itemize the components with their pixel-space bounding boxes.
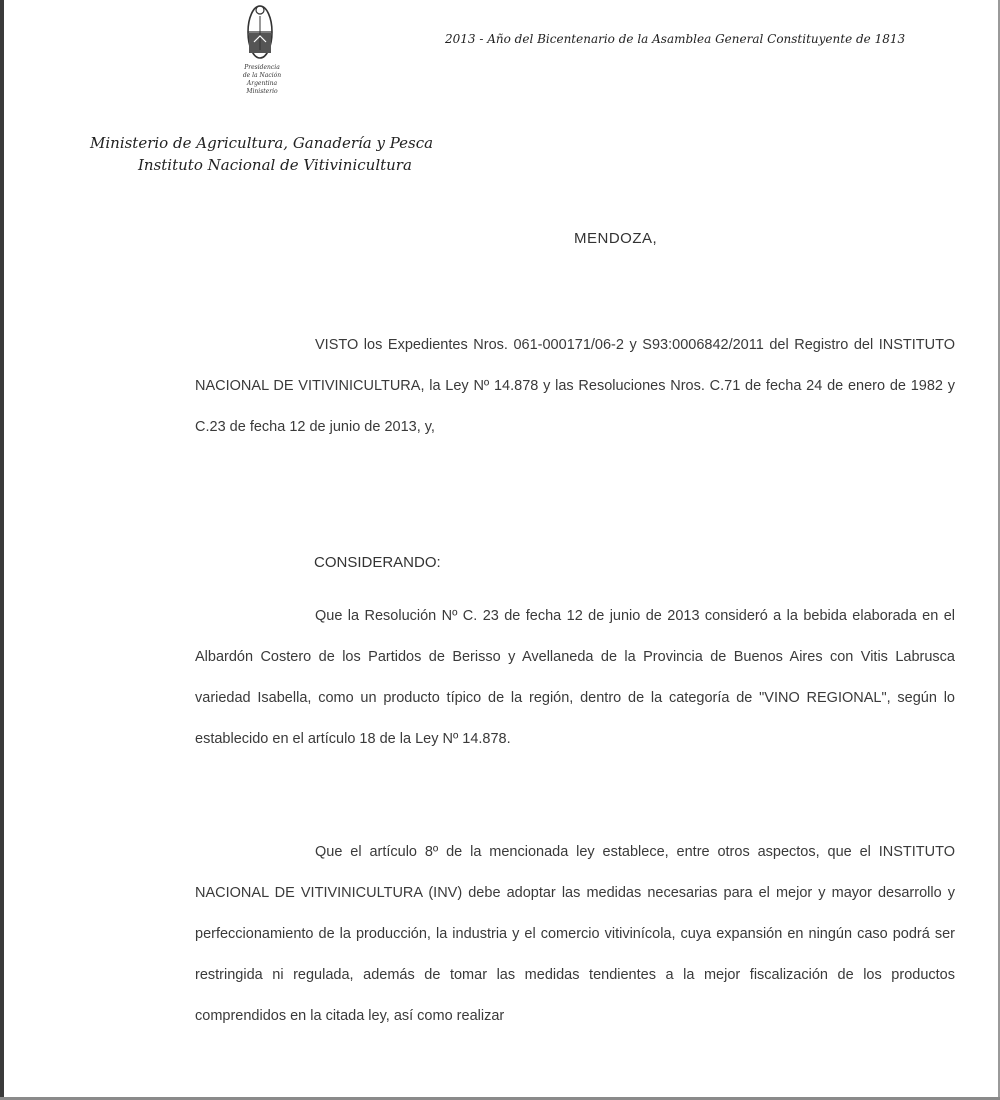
seal-line: Presidencia [244, 64, 280, 71]
year-heading: 2013 - Año del Bicentenario de la Asamblea General Constituyente de 1813 [445, 32, 906, 46]
ministry-letterhead [90, 132, 434, 176]
visto-paragraph: VISTO los Expedientes Nros. 061-000171/06-2 y S93:0006842/2011 del Registro del INSTITUTO NACIONAL DE VITIVINICULTURA, la Ley Nº 14.878 y las Resoluciones Nros. C.71 de fecha 24 de enero de 1982 y C.23 de fecha 12 de junio de 2013, y, [195, 337, 955, 435]
seal-line: de la Nación [242, 72, 282, 79]
considerando-paragraph-2: Que el artículo 8º de la mencionada ley establece, entre otros aspectos, que el INSTITUTO NACIONAL DE VITIVINICULTURA (INV) debe adoptar las medidas necesarias para el mejor y mayor desarrollo y perfeccionamiento de la producción, la industria y el comercio vitivinícola, cuya expansión en ningún caso podrá ser restringida ni regulada, además de tomar las medidas tendientes a la mejor fiscalización de los productos comprendidos en la citada ley, así como realizar [195, 844, 955, 1024]
page-left-border [0, 0, 4, 1100]
considerando-heading: CONSIDERANDO: [314, 554, 441, 571]
seal-caption [222, 64, 302, 96]
seal-line: Ministerio [246, 88, 278, 95]
seal-line: Argentina [246, 80, 278, 87]
considerando-paragraph-1: Que la Resolución Nº C. 23 de fecha 12 de junio de 2013 consideró a la bebida elaborada en el Albardón Costero de los Partidos de Berisso y Avellaneda de la Provincia de Buenos Aires con Vitis Labrusca variedad Isabella, como un producto típico de la región, dentro de la categoría de "VINO REGIONAL", según lo establecido en el artículo 18 de la Ley Nº 14.878. [195, 608, 955, 747]
coat-of-arms-icon [240, 0, 280, 62]
city-heading: MENDOZA, [574, 230, 658, 247]
ministry-name: Ministerio de Agricultura, Ganadería y Pesca [90, 134, 434, 152]
institute-name: Instituto Nacional de Vitivinicultura [138, 156, 412, 174]
